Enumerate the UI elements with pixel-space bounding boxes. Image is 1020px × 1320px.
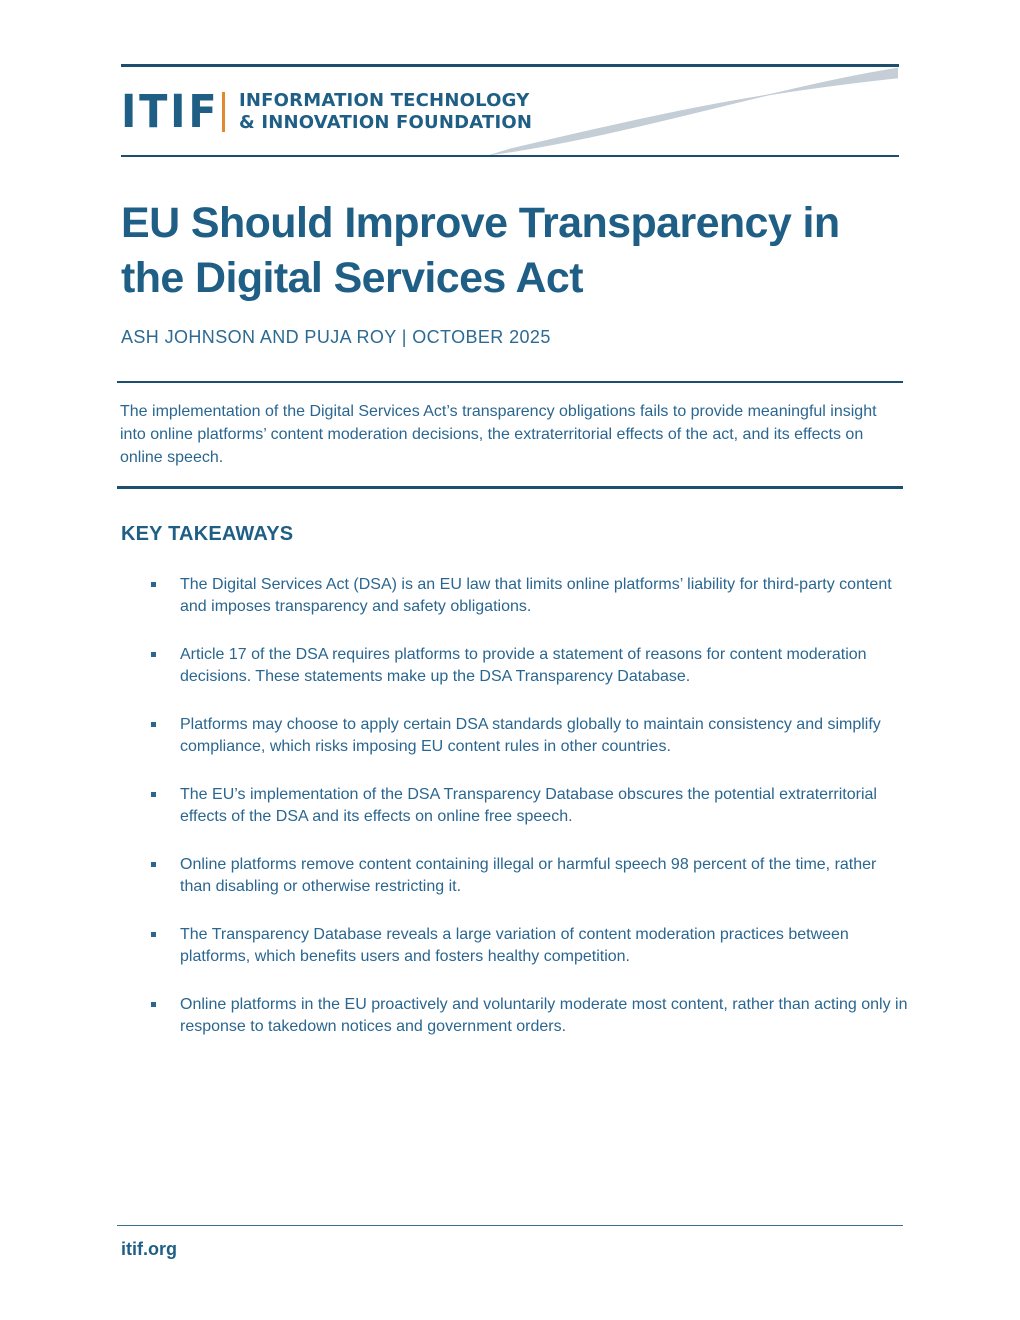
square-bullet-icon [151, 792, 156, 797]
takeaway-item [150, 784, 910, 828]
takeaway-item [150, 854, 910, 898]
square-bullet-icon [151, 1002, 156, 1007]
org-name-line-2: & INNOVATION FOUNDATION [239, 112, 533, 133]
square-bullet-icon [151, 862, 156, 867]
square-bullet-icon [151, 932, 156, 937]
takeaway-text: The EU’s implementation of the DSA Transparency Database obscures the potential extraterritorial effects of the DSA and its effects on online free speech. [180, 786, 877, 825]
header-bottom-rule [121, 155, 899, 157]
takeaway-item [150, 644, 910, 688]
takeaway-text: The Transparency Database reveals a large variation of content moderation practices between platforms, which benefits users and fosters healthy competition. [180, 926, 849, 965]
logo-divider [222, 92, 225, 132]
org-name-line-1: INFORMATION TECHNOLOGY [239, 90, 530, 111]
org-name [239, 90, 532, 134]
abstract: The implementation of the Digital Services Act’s transparency obligations fails to provide meaningful insight into online platforms’ content moderation decisions, the extraterritorial effects of the act, and its effects on online speech. [120, 403, 877, 466]
itif-logo-mark: ITIF [121, 85, 220, 138]
page-title: EU Should Improve Transparency in the Digital Services Act [121, 199, 840, 302]
takeaway-text: Article 17 of the DSA requires platforms to provide a statement of reasons for content moderation decisions. These statements make up the DSA Transparency Database. [180, 646, 867, 685]
takeaway-text: Online platforms remove content containing illegal or harmful speech 98 percent of the time, rather than disabling or otherwise restricting it. [180, 856, 877, 895]
square-bullet-icon [151, 652, 156, 657]
takeaway-item [150, 924, 910, 968]
takeaway-text: Online platforms in the EU proactively and voluntarily moderate most content, rather than acting only in response to takedown notices and government orders. [180, 996, 908, 1035]
takeaway-text: The Digital Services Act (DSA) is an EU law that limits online platforms’ liability for third-party content and imposes transparency and safety obligations. [180, 576, 892, 615]
key-takeaways-list [150, 574, 910, 1064]
footer-rule [117, 1225, 903, 1226]
square-bullet-icon [151, 722, 156, 727]
takeaway-item [150, 574, 910, 618]
key-takeaways-heading: KEY TAKEAWAYS [121, 523, 294, 545]
square-bullet-icon [151, 582, 156, 587]
takeaway-item [150, 714, 910, 758]
decorative-wave-lines [480, 66, 900, 156]
abstract-top-rule [117, 381, 903, 383]
takeaway-text: Platforms may choose to apply certain DSA standards globally to maintain consistency and simplify compliance, which risks imposing EU content rules in other countries. [180, 716, 881, 755]
byline: ASH JOHNSON AND PUJA ROY | OCTOBER 2025 [121, 327, 551, 347]
takeaway-item [150, 994, 910, 1038]
abstract-bottom-rule [117, 486, 903, 489]
footer-site-link[interactable]: itif.org [121, 1239, 177, 1259]
